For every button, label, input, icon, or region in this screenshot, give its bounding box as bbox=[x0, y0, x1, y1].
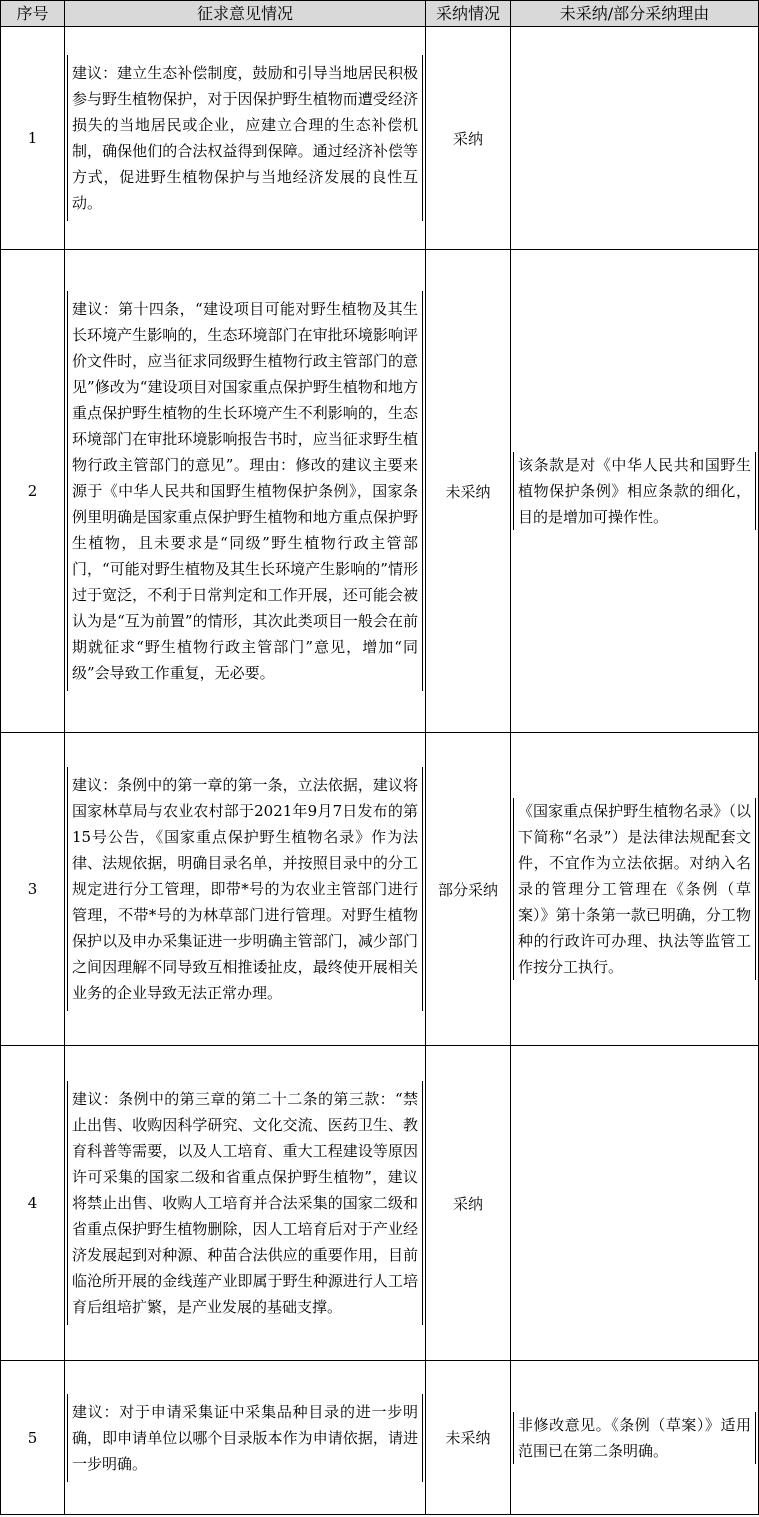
row-seq: 3 bbox=[1, 733, 65, 1046]
row-reason bbox=[511, 1361, 759, 1515]
row-opinion bbox=[65, 733, 426, 1046]
reason-text: 《国家重点保护野生植物名录》（以下简称“名录”）是法律法规配套文件，不宜作为立法依据。对纳入名录的管理分工管理在《条例（草案）》第十条第一款已明确，分工物种的行政许可办理、执法等监管工作按分工执行。 bbox=[513, 798, 756, 980]
row-status: 采纳 bbox=[426, 1046, 511, 1361]
opinion-text: 建议：建立生态补偿制度，鼓励和引导当地居民积极参与野生植物保护，对于因保护野生植物而遭受经济损失的当地居民或企业，应建立合理的生态补偿机制，确保他们的合法权益得到保障。通过经济补偿等方式，促进野生植物保护与当地经济发展的良性互动。 bbox=[67, 55, 423, 221]
header-seq: 序号 bbox=[1, 1, 65, 27]
table-row bbox=[1, 250, 759, 733]
table-row bbox=[1, 1361, 759, 1515]
row-seq: 1 bbox=[1, 27, 65, 250]
table-row bbox=[1, 733, 759, 1046]
row-reason bbox=[511, 250, 759, 733]
opinion-text: 建议：对于申请采集证中采集品种目录的进一步明确，即申请单位以哪个目录版本作为申请依据，请进一步明确。 bbox=[67, 1394, 423, 1482]
opinion-text: 建议：条例中的第一章的第一条，立法依据，建议将国家林草局与农业农村部于2021年9月7日发布的第15号公告，《国家重点保护野生植物名录》作为法律、法规依据，明确目录名单，并按照目录中的分工规定进行分工管理，即带*号的为农业主管部门进行管理，不带*号的为林草部门进行管理。对野生植物保护以及申办采集证进一步明确主管部门，减少部门之间因理解不同导致互相推诿扯皮，最终使开展相关业务的企业导致无法正常办理。 bbox=[67, 767, 423, 1011]
row-seq: 4 bbox=[1, 1046, 65, 1361]
header-opinion: 征求意见情况 bbox=[65, 1, 426, 27]
header-row bbox=[1, 1, 759, 27]
row-seq: 5 bbox=[1, 1361, 65, 1515]
row-opinion bbox=[65, 1046, 426, 1361]
row-status: 采纳 bbox=[426, 27, 511, 250]
row-seq: 2 bbox=[1, 250, 65, 733]
row-opinion bbox=[65, 1361, 426, 1515]
reason-text: 非修改意见。《条例（草案）》适用范围已在第二条明确。 bbox=[513, 1412, 756, 1464]
row-status: 未采纳 bbox=[426, 250, 511, 733]
opinion-text: 建议：第十四条，“建设项目可能对野生植物及其生长环境产生影响的，生态环境部门在审批环境影响评价文件时，应当征求同级野生植物行政主管部门的意见”修改为“建设项目对国家重点保护野生植物和地方重点保护野生植物的生长环境产生不利影响的，生态环境部门在审批环境影响报告书时，应当征求野生植物行政主管部门的意见”。理由：修改的建议主要来源于《中华人民共和国野生植物保护条例》，国家条例里明确是国家重点保护野生植物和地方重点保护野生植物，且未要求是“同级”野生植物行政主管部门，“可能对野生植物及其生长环境产生影响的”情形过于宽泛，不利于日常判定和工作开展，还可能会被认为是“互为前置”的情形，其次此类项目一般会在前期就征求“野生植物行政主管部门”意见，增加“同级”会导致工作重复，无必要。 bbox=[67, 291, 423, 691]
opinion-text: 建议：条例中的第三章的第二十二条的第三款：“禁止出售、收购因科学研究、文化交流、医药卫生、教育科普等需要，以及人工培育、重大工程建设等原因许可采集的国家二级和省重点保护野生植物”，建议将禁止出售、收购人工培育并合法采集的国家二级和省重点保护野生植物删除，因人工培育后对于产业经济发展起到对种源、种苗合法供应的重要作用，目前临沧所开展的金线莲产业即属于野生种源进行人工培育后组培扩繁，是产业发展的基础支撑。 bbox=[67, 1081, 423, 1325]
row-opinion bbox=[65, 27, 426, 250]
table-row bbox=[1, 1046, 759, 1361]
row-opinion bbox=[65, 250, 426, 733]
row-status: 未采纳 bbox=[426, 1361, 511, 1515]
header-status: 采纳情况 bbox=[426, 1, 511, 27]
table-row bbox=[1, 27, 759, 250]
reason-text: 该条款是对《中华人民共和国野生植物保护条例》相应条款的细化，目的是增加可操作性。 bbox=[513, 452, 756, 530]
header-reason: 未采纳/部分采纳理由 bbox=[511, 1, 759, 27]
row-reason bbox=[511, 733, 759, 1046]
row-reason bbox=[511, 27, 759, 250]
row-status: 部分采纳 bbox=[426, 733, 511, 1046]
row-reason bbox=[511, 1046, 759, 1361]
